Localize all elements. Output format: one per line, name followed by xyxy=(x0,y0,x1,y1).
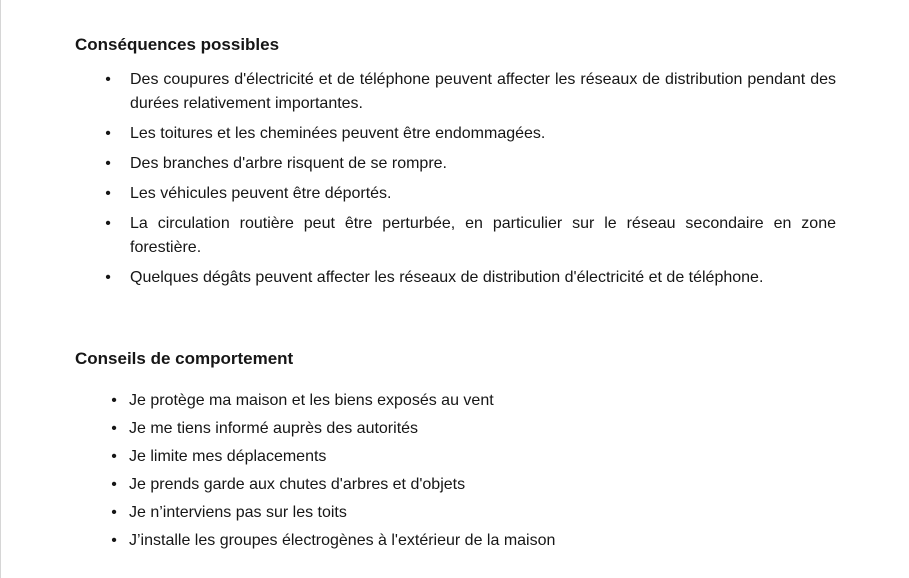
bullet-icon: • xyxy=(111,392,117,409)
list-item-text: J’installe les groupes électrogènes à l'extérieur de la maison xyxy=(129,532,556,549)
page-left-border xyxy=(0,0,1,578)
list-item-text: Je me tiens informé auprès des autorités xyxy=(129,420,419,437)
list-item xyxy=(111,387,555,415)
bullet-icon: • xyxy=(105,155,111,172)
list-item xyxy=(105,212,836,260)
bullet-icon: • xyxy=(105,215,111,232)
advice-list xyxy=(111,387,556,555)
list-item xyxy=(111,527,556,555)
list-item-text: Je prends garde aux chutes d'arbres et d'objets xyxy=(129,476,466,493)
bullet-icon: • xyxy=(111,532,117,549)
list-item xyxy=(105,68,836,116)
list-item-text: Les véhicules peuvent être déportés. xyxy=(130,185,392,202)
bullet-icon: • xyxy=(111,504,117,521)
section-title-advice: Conseils de comportement xyxy=(75,349,294,368)
bullet-icon: • xyxy=(105,269,111,286)
list-item xyxy=(111,415,555,443)
list-item-text: La circulation routière peut être perturbée, en particulier sur le réseau secondaire en zone forestière. xyxy=(130,215,836,256)
bullet-icon: • xyxy=(111,476,117,493)
bullet-icon: • xyxy=(105,185,111,202)
list-item xyxy=(105,182,836,206)
list-item xyxy=(105,152,836,176)
list-item xyxy=(111,499,555,527)
bullet-icon: • xyxy=(105,71,111,88)
bullet-icon: • xyxy=(105,125,111,142)
list-item xyxy=(111,443,555,471)
list-item-text: Je n’interviens pas sur les toits xyxy=(129,504,347,521)
bullet-icon: • xyxy=(111,448,117,465)
list-item-text: Je protège ma maison et les biens exposés au vent xyxy=(129,392,494,409)
section-title-consequences: Conséquences possibles xyxy=(75,35,280,54)
list-item-text: Je limite mes déplacements xyxy=(129,448,327,465)
consequences-list xyxy=(105,68,836,296)
bullet-icon: • xyxy=(111,420,117,437)
list-item xyxy=(105,266,836,290)
list-item-text: Des branches d'arbre risquent de se rompre. xyxy=(130,155,447,172)
list-item-text: Quelques dégâts peuvent affecter les réseaux de distribution d'électricité et de téléphone. xyxy=(130,269,764,286)
list-item xyxy=(105,122,836,146)
list-item xyxy=(111,471,555,499)
list-item-text: Les toitures et les cheminées peuvent être endommagées. xyxy=(130,125,546,142)
list-item-text: Des coupures d'électricité et de téléphone peuvent affecter les réseaux de distribution pendant des durées relativement importantes. xyxy=(130,71,836,112)
